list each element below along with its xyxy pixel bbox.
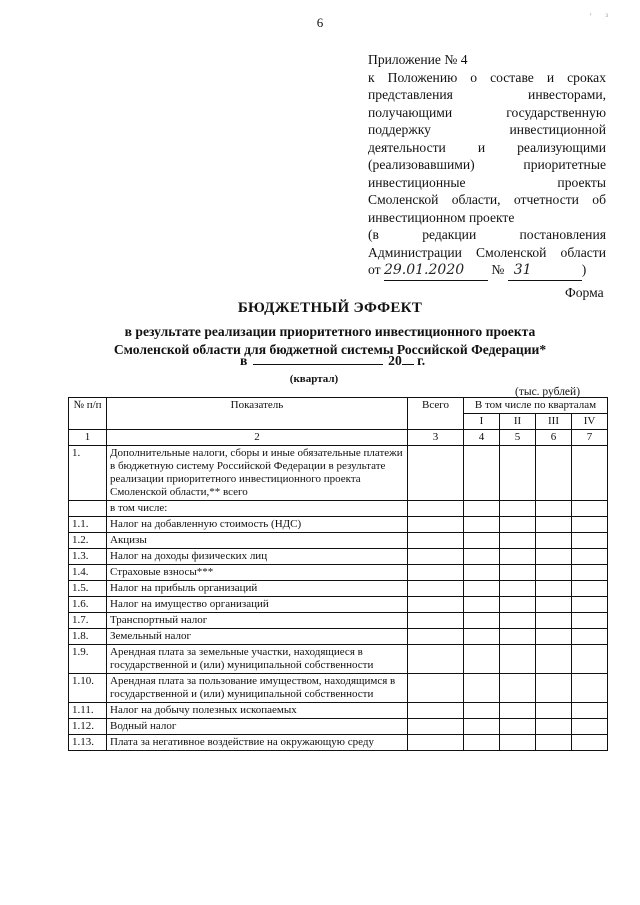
value-cell[interactable]	[408, 703, 464, 719]
table-row	[69, 446, 608, 501]
row-indicator: в том числе:	[107, 501, 408, 517]
row-indicator: Налог на прибыль организаций	[107, 581, 408, 597]
value-cell[interactable]	[536, 501, 572, 517]
header-total: Всего	[408, 398, 464, 430]
quarter-blank	[253, 364, 383, 365]
row-number: 1.1.	[69, 517, 107, 533]
table-row	[69, 613, 608, 629]
period-prefix: в	[240, 353, 248, 368]
row-indicator: Плата за негативное воздействие на окружающую среду	[107, 735, 408, 751]
value-cell[interactable]	[408, 501, 464, 517]
value-cell[interactable]	[464, 735, 500, 751]
value-cell[interactable]	[464, 549, 500, 565]
corner-marks: ' ³	[590, 12, 614, 21]
value-cell[interactable]	[572, 674, 608, 703]
value-cell[interactable]	[408, 597, 464, 613]
table-row	[69, 645, 608, 674]
decree-date-line	[368, 261, 606, 281]
value-cell[interactable]	[536, 549, 572, 565]
column-number-row	[69, 430, 608, 446]
row-indicator: Налог на добавленную стоимость (НДС)	[107, 517, 408, 533]
appendix-line: представления инвесторами,	[368, 87, 606, 102]
value-cell[interactable]	[536, 533, 572, 549]
column-number: 1	[69, 430, 107, 446]
table-row	[69, 501, 608, 517]
period-line	[240, 353, 425, 369]
table-row	[69, 565, 608, 581]
handwritten-number: 31	[513, 262, 532, 278]
value-cell[interactable]	[408, 581, 464, 597]
decree-number-field	[508, 261, 582, 281]
header-num: № п/п	[69, 398, 107, 430]
period-year: 20	[388, 353, 402, 368]
appendix-line: инвестиционном проекте	[368, 209, 515, 225]
value-cell[interactable]	[572, 533, 608, 549]
value-cell[interactable]	[536, 674, 572, 703]
value-cell[interactable]	[572, 446, 608, 501]
table-row	[69, 674, 608, 703]
value-cell[interactable]	[464, 645, 500, 674]
table-row	[69, 629, 608, 645]
value-cell[interactable]	[536, 735, 572, 751]
value-cell[interactable]	[572, 501, 608, 517]
handwritten-date: 29.01.2020	[383, 262, 465, 278]
title-line-1: в результате реализации приоритетного инвестиционного проекта	[124, 324, 536, 339]
value-cell[interactable]	[536, 517, 572, 533]
row-number: 1.3.	[69, 549, 107, 565]
table-row	[69, 581, 608, 597]
column-number: 6	[536, 430, 572, 446]
date-prefix: от	[368, 262, 381, 277]
value-cell[interactable]	[536, 629, 572, 645]
value-cell[interactable]	[500, 517, 536, 533]
value-cell[interactable]	[572, 597, 608, 613]
table-row	[69, 597, 608, 613]
budget-effect-table	[68, 397, 608, 751]
appendix-line: к Положению о составе и сроках	[368, 69, 606, 85]
value-cell[interactable]	[572, 735, 608, 751]
appendix-line: получающими государственную	[368, 104, 606, 120]
value-cell[interactable]	[464, 533, 500, 549]
value-cell[interactable]	[408, 446, 464, 501]
row-number: 1.6.	[69, 597, 107, 613]
value-cell[interactable]	[408, 629, 464, 645]
value-cell[interactable]	[464, 719, 500, 735]
header-row	[69, 398, 608, 414]
row-number: 1.	[69, 446, 107, 501]
column-number: 5	[500, 430, 536, 446]
value-cell[interactable]	[572, 549, 608, 565]
row-number: 1.5.	[69, 581, 107, 597]
row-indicator: Налог на имущество организаций	[107, 597, 408, 613]
value-cell[interactable]	[500, 735, 536, 751]
title-line-2: Смоленской области для бюджетной системы Российской Федерации*	[113, 342, 547, 357]
value-cell[interactable]	[536, 719, 572, 735]
value-cell[interactable]	[408, 674, 464, 703]
table-row	[69, 533, 608, 549]
header-q2: II	[500, 414, 536, 430]
row-indicator: Арендная плата за пользование имуществом, находящимся в государственной и (или) муниципальной собственности	[107, 674, 408, 703]
value-cell[interactable]	[500, 533, 536, 549]
column-number: 3	[408, 430, 464, 446]
value-cell[interactable]	[536, 446, 572, 501]
row-number: 1.11.	[69, 703, 107, 719]
value-cell[interactable]	[408, 735, 464, 751]
row-indicator: Транспортный налог	[107, 613, 408, 629]
row-number: 1.4.	[69, 565, 107, 581]
header-quarters: В том числе по кварталам	[464, 398, 608, 414]
row-number: 1.8.	[69, 629, 107, 645]
table-row	[69, 517, 608, 533]
row-number: 1.12.	[69, 719, 107, 735]
row-number: 1.13.	[69, 735, 107, 751]
value-cell[interactable]	[536, 645, 572, 674]
quarter-note-text: (квартал)	[289, 373, 339, 385]
row-indicator: Страховые взносы***	[107, 565, 408, 581]
page-number: 6	[316, 15, 324, 30]
row-number: 1.10.	[69, 674, 107, 703]
appendix-line: Администрации Смоленской области	[368, 244, 606, 260]
value-cell[interactable]	[536, 565, 572, 581]
units-label: (тыс. рублей)	[515, 386, 581, 398]
value-cell[interactable]	[464, 517, 500, 533]
table-row	[69, 735, 608, 751]
value-cell[interactable]	[464, 674, 500, 703]
value-cell[interactable]	[500, 629, 536, 645]
row-indicator: Земельный налог	[107, 629, 408, 645]
value-cell[interactable]	[572, 613, 608, 629]
appendix-line: (в редакции постановления	[368, 227, 606, 242]
value-cell[interactable]	[536, 581, 572, 597]
value-cell[interactable]	[500, 446, 536, 501]
value-cell[interactable]	[464, 613, 500, 629]
value-cell[interactable]	[572, 517, 608, 533]
value-cell[interactable]	[500, 703, 536, 719]
header-q4: IV	[572, 414, 608, 430]
value-cell[interactable]	[500, 565, 536, 581]
document-title	[60, 300, 600, 359]
value-cell[interactable]	[464, 565, 500, 581]
header-q1: I	[464, 414, 500, 430]
column-number: 4	[464, 430, 500, 446]
period-suffix: г.	[417, 353, 426, 368]
row-number: 1.2.	[69, 533, 107, 549]
value-cell[interactable]	[500, 613, 536, 629]
appendix-block	[368, 51, 606, 281]
value-cell[interactable]	[500, 674, 536, 703]
appendix-line: Приложение № 4	[368, 52, 468, 67]
value-cell[interactable]	[536, 597, 572, 613]
value-cell[interactable]	[536, 613, 572, 629]
column-number: 7	[572, 430, 608, 446]
value-cell[interactable]	[464, 581, 500, 597]
quarter-note	[0, 373, 640, 385]
number-prefix: №	[491, 262, 505, 277]
value-cell[interactable]	[408, 613, 464, 629]
value-cell[interactable]	[464, 446, 500, 501]
row-indicator: Акцизы	[107, 533, 408, 549]
header-q3: III	[536, 414, 572, 430]
value-cell[interactable]	[408, 533, 464, 549]
value-cell[interactable]	[572, 581, 608, 597]
row-indicator: Налог на добычу полезных ископаемых	[107, 703, 408, 719]
table-row	[69, 549, 608, 565]
appendix-line: Смоленской области, отчетности об	[368, 192, 606, 207]
appendix-line: поддержку инвестиционной	[368, 122, 606, 137]
value-cell[interactable]	[500, 719, 536, 735]
value-cell[interactable]	[500, 597, 536, 613]
value-cell[interactable]	[572, 629, 608, 645]
value-cell[interactable]	[572, 645, 608, 674]
row-indicator: Водный налог	[107, 719, 408, 735]
table-row	[69, 719, 608, 735]
row-indicator: Арендная плата за земельные участки, находящиеся в государственной и (или) муниципальной собственности	[107, 645, 408, 674]
appendix-line: инвестиционные проекты	[368, 174, 606, 190]
row-indicator: Налог на доходы физических лиц	[107, 549, 408, 565]
title-main: БЮДЖЕТНЫЙ ЭФФЕКТ	[237, 300, 423, 316]
decree-date-field	[384, 261, 488, 281]
value-cell[interactable]	[464, 629, 500, 645]
row-number: 1.7.	[69, 613, 107, 629]
value-cell[interactable]	[464, 597, 500, 613]
value-cell[interactable]	[500, 645, 536, 674]
value-cell[interactable]	[572, 719, 608, 735]
value-cell[interactable]	[408, 565, 464, 581]
value-cell[interactable]	[464, 703, 500, 719]
value-cell[interactable]	[536, 703, 572, 719]
close-paren: )	[581, 262, 587, 277]
header-indicator: Показатель	[107, 398, 408, 430]
table-row	[69, 703, 608, 719]
appendix-line: (реализовавшими) приоритетные	[368, 157, 606, 172]
appendix-line: деятельности и реализующими	[368, 139, 606, 155]
row-indicator: Дополнительные налоги, сборы и иные обязательные платежи в бюджетную систему Российской Федерации в результате реализации приоритетного инвестиционного проекта Смоленской области,** всего	[107, 446, 408, 501]
value-cell[interactable]	[572, 565, 608, 581]
form-label: Форма	[565, 285, 604, 300]
row-number	[69, 501, 107, 517]
value-cell[interactable]	[408, 549, 464, 565]
value-cell[interactable]	[408, 719, 464, 735]
value-cell[interactable]	[408, 517, 464, 533]
row-number: 1.9.	[69, 645, 107, 674]
year-blank	[402, 364, 414, 365]
value-cell[interactable]	[500, 581, 536, 597]
column-number: 2	[107, 430, 408, 446]
value-cell[interactable]	[464, 501, 500, 517]
value-cell[interactable]	[572, 703, 608, 719]
value-cell[interactable]	[408, 645, 464, 674]
value-cell[interactable]	[500, 549, 536, 565]
value-cell[interactable]	[500, 501, 536, 517]
